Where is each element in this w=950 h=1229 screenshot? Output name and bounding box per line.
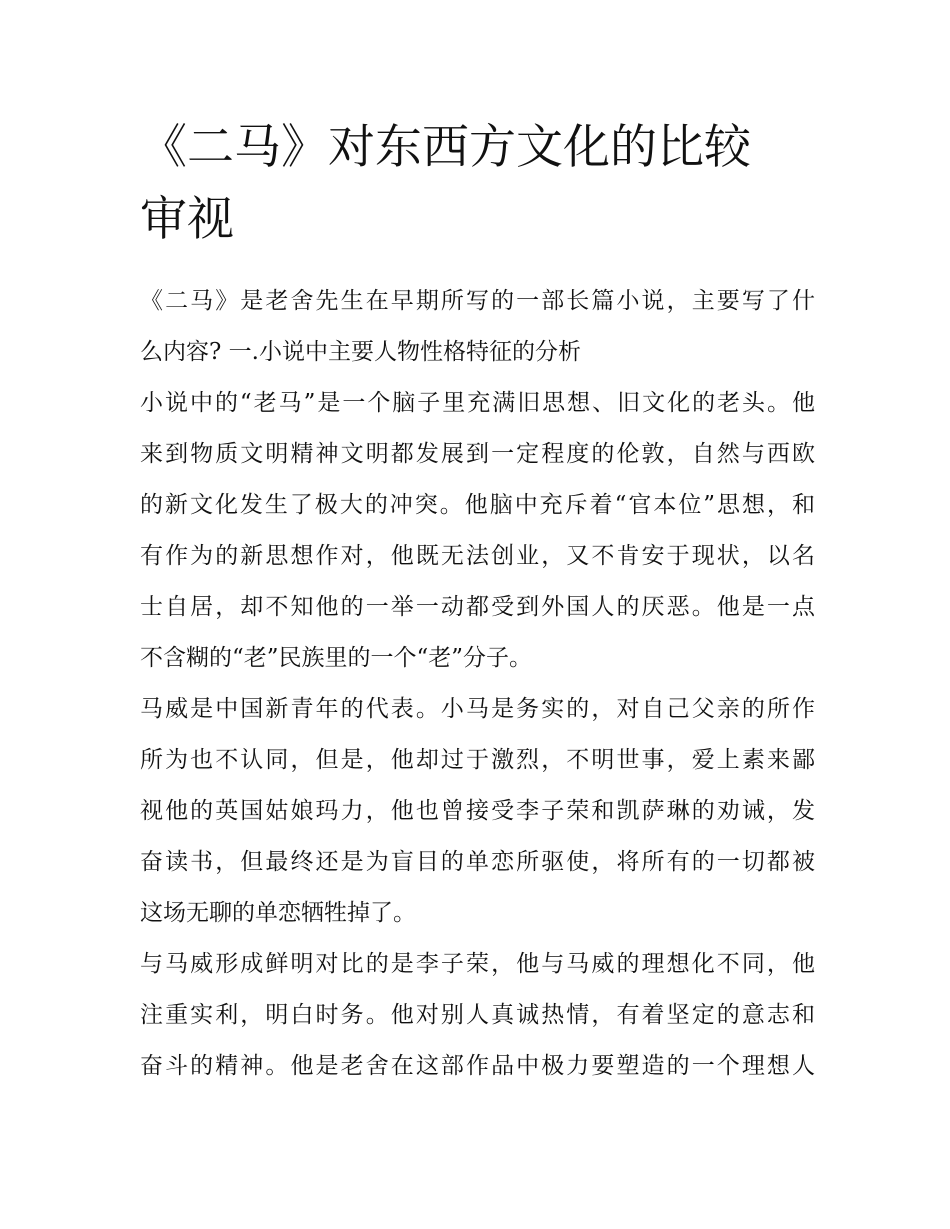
text-line: 小说中的“老马”是一个脑子里充满旧思想、旧文化的老头。他	[140, 390, 815, 416]
text-line: 与马威形成鲜明对比的是李子荣，他与马威的理想化不同，他	[140, 951, 815, 977]
text-line: 视他的英国姑娘玛力，他也曾接受李子荣和凯萨琳的劝诫，发	[140, 798, 815, 824]
paragraph-li-zirong	[140, 939, 815, 1092]
text-line: 么内容? 一.小说中主要人物性格特征的分析	[140, 339, 581, 365]
text-line: 有作为的新思想作对，他既无法创业，又不肯安于现状，以名	[140, 543, 815, 569]
paragraph-lao-ma	[140, 378, 815, 684]
text-line: 奋读书，但最终还是为盲目的单恋所驱使，将所有的一切都被	[140, 849, 815, 875]
paragraph-ma-wei	[140, 684, 815, 939]
document-body	[140, 276, 815, 1092]
text-line: 奋斗的精神。他是老舍在这部作品中极力要塑造的一个理想人	[140, 1053, 815, 1079]
text-line: 来到物质文明精神文明都发展到一定程度的伦敦，自然与西欧	[140, 441, 815, 467]
text-line: 的新文化发生了极大的冲突。他脑中充斥着“官本位”思想，和	[140, 492, 815, 518]
text-line: 所为也不认同，但是，他却过于激烈，不明世事，爱上素来鄙	[140, 747, 815, 773]
paragraph-intro	[140, 276, 815, 378]
title-line: 审视	[140, 192, 234, 247]
text-line: 士自居，却不知他的一举一动都受到外国人的厌恶。他是一点	[140, 594, 815, 620]
title-line: 《二马》对东西方文化的比较	[140, 120, 751, 175]
text-line: 《二马》是老舍先生在早期所写的一部长篇小说，主要写了什	[140, 288, 815, 314]
text-line: 注重实利，明白时务。他对别人真诚热情，有着坚定的意志和	[140, 1002, 815, 1028]
document-title	[140, 112, 815, 256]
document-page	[140, 112, 815, 1092]
text-line: 这场无聊的单恋牺牲掉了。	[140, 900, 416, 926]
text-line: 不含糊的“老”民族里的一个“老”分子。	[140, 645, 533, 671]
text-line: 马威是中国新青年的代表。小马是务实的，对自己父亲的所作	[140, 696, 815, 722]
